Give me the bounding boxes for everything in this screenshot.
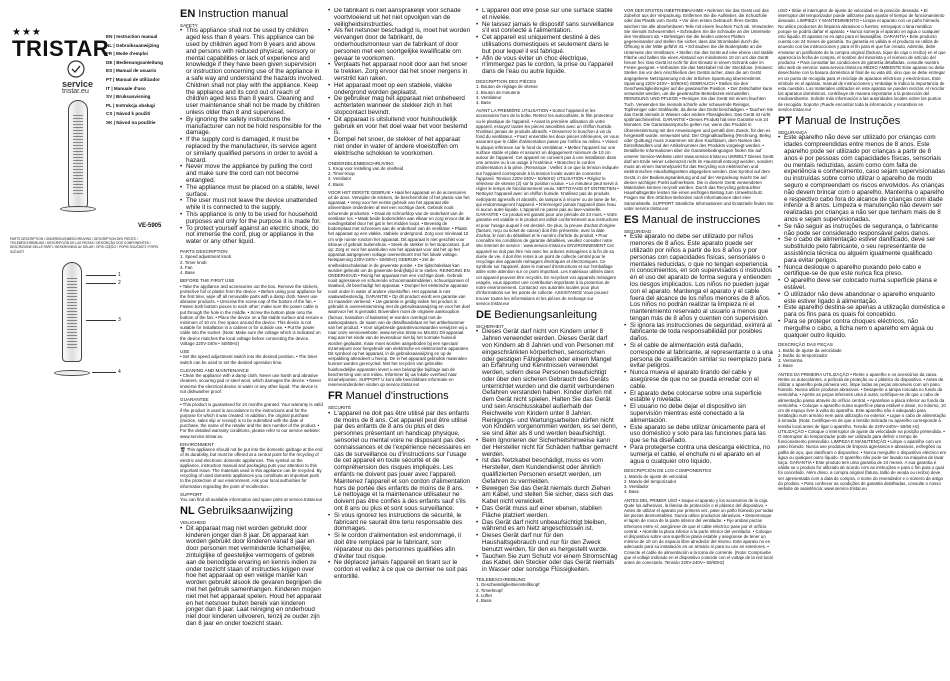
part-item: 3. Ventilateur: [476, 94, 502, 100]
part-item: 2. Mando del temporizador: [624, 479, 677, 485]
service-label: [62, 80, 93, 96]
safety-item: • Si ignora las instrucciones de seguridad, eximirá al fabricante de toda responsabilidad por posibles daños.: [630, 323, 774, 343]
paragraph: ANTES DEL PRIMER USO • Saque el aparato y los accesorios de la caja. Quite los adhesivos, la lámina de protección o el plástico del dispositivo. • Antes de utilizar el aparato por primera vez, pase un paño húmedo por todas las piezas desmontables. Nunca utilice productos abrasivos. • Desenrosque el tapón de rosca de la parte inferior del ventilador. • Fije ambas piezas inferiores entre sí; asegúrese de que el cable eléctrico pase por el orificio central. • Atornille la placa inferior a la parte inferior del ventilador. • Coloque el dispositivo sobre una superficie plana estable y asegúrese de tener un mínimo de 10 cm de espacio libre alrededor del mismo. Este aparato no es adecuado para su instalación en un armario ni para su uso en exteriores. • Conecte el cable de alimentación a la toma de corriente. (Nota: Compruebe que el voltaje indicado en el dispositivo coincide con el voltaje de la red local antes de conectarlo. Tensión 220V-240V~ 50/60Hz): [624, 497, 774, 566]
column-en: [180, 8, 323, 678]
safety-item: • Never move the appliance by pulling the cord and make sure the cord can not become entangled.: [186, 164, 323, 184]
parts-description-strip: PARTS DESCRIPTION / ONDERDELENBESCHRIJVING / DESCRIPTION DES PIÈCES / TEILEBESCHREIBUNG / DESCRIPCIÓN DE LAS PIEZAS / DESCRIÇÃO DOS COMPONENTES / DESCRIZIONE DELLE PARTI / BESKRIVNING AV DELAR / OPIS CZĘŚCI / POPIS SOUČÁSTÍ / POPIS SÚČASTÍ: [10, 237, 159, 254]
safety-item: • Se o cabo de alimentação estiver danificado, deve ser substituído pelo fabricante, o seu representante de assistência técnica ou alguém igualmente qualificado para evitar perigos.: [784, 237, 946, 264]
safety-item: • Este aparelho não deve ser utilizado por crianças com idades compreendidas entre menos de 8 anos. Este aparelho pode ser utilizado por crianças a partir de 8 anos e por pessoas com capacidades físicas, sensoriais ou mentais reduzidas, assim como com falta de experiência e conhecimento, caso sejam supervisionadas ou instruídas sobre como utilizar o aparelho de modo seguro e compreendam os riscos envolvidos. As crianças não devem brincar com o aparelho. Mantenha o aparelho e respectivo cabo fora do alcance de crianças com idade inferior a 8 anos. Limpeza e manutenção não devem ser realizadas por crianças a não ser que tenham mais de 8 anos e sejam supervisionadas.: [784, 135, 946, 223]
subheading: BEFORE THE FIRST USE: [180, 278, 235, 284]
subheading: VEILIGHEID: [180, 520, 206, 526]
safety-item: • If the supply cord is damaged, it must be replaced by the manufacturer, its service agent or similarly qualified persons in order to avoid a hazard.: [186, 137, 323, 164]
safety-item: • Dit apparaat is uitsluitend voor huishoudelijk gebruik en voor het doel waar het voor bestemd is.: [334, 117, 471, 137]
service-line1: service: [62, 79, 94, 89]
safety-item: • The appliance must be placed on a stable, level surface.: [186, 185, 323, 199]
safety-item: • L'appareil ne doit pas être utilisé par des enfants de moins de 8 ans. Cet appareil peut être utilisé par des enfants de 8 ans ou plus et des personnes présentant un handicap physique, sensoriel ou mental voire ne disposant pas des connaissances et de l'expérience nécessaires en cas de surveillance ou d'instructions sur l'usage de cet appareil en toute sécurité et de compréhension des risques impliqués. Les enfants ne doivent pas jouer avec l'appareil. Maintenez l'appareil et son cordon d'alimentation hors de portée des enfants de moins de 8 ans. Le nettoyage et la maintenance utilisateur ne doivent pas être confiés à des enfants sauf s'ils ont 8 ans ou plus et sont sous surveillance.: [334, 411, 471, 513]
safety-item: • Si vous ignorez les instructions de sécurité, le fabricant ne saurait être tenu responsable des dommages.: [334, 513, 471, 533]
language-index-item[interactable]: PL | Instrukcja obsługi: [106, 102, 155, 108]
part-item: 1. Botão de ajuste da velocidade: [778, 347, 842, 353]
paragraph-text: This appliance should not be put into the domestic garbage at the end of its durability, but must be offered at a central point for the recycling of electric and electronic domestic appliances. This symbol on the appliance, instruction manual and packaging puts your attention to this important issue. The materials used in this appliance can be recycled. By recycling of used domestic appliances you contribute an important push to the protection of our environment. Ask your local authorities for information regarding the point of recollection.: [180, 447, 323, 489]
safety-item: • This appliance shall not be used by children aged less than 8 years. This appliance can be used by children aged from 8 years and above and persons with reduced physical, sensory or mental capabilities or lack of experience and knowledge if they have been given supervision or instruction concerning use of the appliance in a safe way and understand the hazards involved. Children shall not play with the appliance. Keep the appliance and its cord out of reach of children aged less than 8 years. Cleaning and user maintenance shall not be made by children unless older than 8 and supervised.: [186, 28, 323, 116]
paragraph: ANTES DA PRIMEIRA UTILIZAÇÃO • Retire o aparelho e os acessórios da caixa. Retire os autocolantes, a película de proteção ou o plástico do dispositivo. • Antes de utilizar o aparelho pela primeira vez, limpe todas as peças amovíveis com um pano húmido. Nunca utilize produtos abrasivos. • Desaperte a tampa roscada no fundo da ventoinha. • Aperte as peças inferiores uma à outra; certifique-se de que o cabo de alimentação passa através do orifício central. • Aparafuse a placa inferior ao fundo da ventoinha. • Coloque o aparelho numa superfície plana estável e deixe, no mínimo, 10 cm de espaço livre à volta do aparelho. Este aparelho não é adequado para instalação num armário nem para utilização no exterior. • Ligue o cabo de alimentação à tomada. (Nota: Certifique-se de que a tensão indicada no aparelho corresponde à tensão local antes de ligar o aparelho. Tensão de 220V-240V~ 50/60 Hz) UTILIZAÇÃO • Coloque o interruptor de ajuste da velocidade na posição pretendida. • O interruptor do temporizador pode ser utilizado para definir o tempo de funcionamento pretendido. LIMPEZA E MANUTENÇÃO • Limpe o aparelho com um pano húmido. Nunca use produtos de limpeza agressivos e abrasivos, esfregões ou palha de aço, que danificam o dispositivo. • Nunca mergulhe o dispositivo eléctrico em água ou qualquer outro líquido. O aparelho não pode ser lavado na máquina de lavar loiça. GARANTIA • Este produto tem uma garantia de 24 meses. A sua garantia é válida se o produto for utilizado de acordo com as instruções e para o fim para o qual foi concebido. Além disso, a compra original (fatura, talão de venda ou recibo) deve ser apresentada com a data de compra, o nome do revendedor e o número de artigo do produto. • Para conhecer as condições de garantia detalhadas, consulte o nosso website de assistência: www.service.tristar.eu: [778, 371, 946, 492]
subheading: DESCRIPTION DES PIÈCES: [476, 78, 537, 84]
safety-item: • Dieses Gerät darf nur für den Haushaltsgebrauch und nur für den Zweck benutzt werden, für den es hergestellt wurde.: [482, 533, 619, 553]
subheading: GUARANTEE: [180, 397, 209, 402]
subheading: SEGURANÇA: [778, 130, 808, 136]
subheading: CLEANING AND MAINTENANCE: [180, 367, 249, 373]
safety-item: • Si el cable de alimentación está dañado, corresponde al fabricante, al representante o a una persona de cualificación similar su reemplazo para evitar peligros.: [630, 343, 774, 370]
subheading: ONDERDELENBESCHRIJVING: [328, 160, 394, 166]
part-item: 4. Base: [476, 99, 491, 105]
safety-item: • Das Gerät darf nicht unbeaufsichtigt bleiben, während es am Netz angeschlossen ist.: [482, 520, 619, 534]
cover-margin: [0, 0, 178, 681]
safety-item: • Dompel het snoer, de stekker of het apparaat niet onder in water of andere vloeistoffen om elektrische schokken te voorkomen.: [334, 137, 471, 157]
safety-item: • Ne laissez jamais le dispositif sans surveillance s'il est connecté à l'alimentation.: [482, 22, 619, 36]
safety-item: • Este aparelho destina-se apenas a utilização doméstica e para os fins para os quais foi concebido.: [784, 305, 946, 319]
part-item: 1. Mando de ajuste de velocidad: [624, 473, 688, 479]
logo-wordmark: TRISTAR: [12, 36, 110, 61]
safety-item: • Bewegen Sie das Gerät niemals durch Ziehen am Kabel, und stellen Sie sicher, dass sich das Kabel nicht verwickelt.: [482, 486, 619, 506]
safety-item: • This appliance is only to be used for household purposes and only for the purpose it is made for.: [186, 212, 323, 226]
subheading: PARTS DESCRIPTION: [180, 248, 228, 254]
subheading: ENVIRONMENT: [180, 441, 214, 447]
part-item: 2. Bouton de minuterie: [476, 89, 521, 95]
subheading: DESCRIÇÃO DAS PEÇAS: [778, 342, 833, 348]
part-item: 3. Ventilador: [624, 484, 649, 490]
lang-code: DE: [476, 308, 492, 321]
paragraph: • Set the speed adjustment switch into the desired position. • The timer switch can be used to set the desired operation time.: [180, 354, 318, 365]
section-title: Manual de Instruções: [795, 115, 901, 128]
safety-item: • Beim Ignorieren der Sicherheitshinweise kann der Hersteller nicht für Schäden haftbar gemacht werden.: [482, 438, 619, 458]
part-item: 4. Basis: [328, 181, 344, 187]
tower-fan-drawing-parts: [62, 262, 82, 382]
part-item: 3. Ventilator: [328, 176, 352, 182]
part-item: 2. Timerknopf: [476, 587, 503, 593]
column-fr-de: [476, 8, 619, 678]
paragraph: • Take the appliance and accessories out the box. Remove the stickers, protective foil or plastic from the device. • Before using your appliance for the first time, wipe off all removable parts with a damp cloth. Never use abrasive products. • Unscrew the screw cap of the bottom of the fan. • Fasten both bottom pieces to each other; make sure the power cable is put through the hole in the middle. • Screw the bottom plate onto the bottom of the fan. • Place the device on a flat stable surface and ensure a minimum of 10 cm. free space around the device. This device is not suitable for installation in a cabinet or for outside use. • Put the power cable into the socket. (Note: Make sure the voltage which is indicated on the device matches the local voltage before connecting the device. Voltage 220V-240V~ 50/60Hz): [180, 283, 323, 346]
paragraph: You can find all available information and spare parts at service.tristar.eu!: [180, 497, 323, 503]
service-icon: [66, 59, 86, 79]
language-index-item[interactable]: EN | Instruction manual: [106, 34, 158, 39]
safety-item: • Dieses Gerät darf nicht von Kindern unter 8 Jahren verwendet werden. Dieses Gerät darf von Kindern ab 8 Jahren und von Personen mit eingeschränkten körperlichen, sensorischen oder geistigen Fähigkeiten oder einem Mangel an Erfahrung und Kenntnissen verwendet werden, sofern diese Personen beaufsichtigt oder über den sicheren Gebrauch des Geräts unterrichtet wurden und die damit verbundenen Gefahren verstanden haben. Kinder dürfen mit dem Gerät nicht spielen. Halten Sie das Gerät und sein Anschlusskabel außerhalb der Reichweite von Kindern unter 8 Jahren. Reinigungs- und Wartungsarbeiten dürfen nicht von Kindern vorgenommen werden, es sei denn, sie sind älter als 8 und werden beaufsichtigt.: [482, 329, 619, 438]
safety-item: • Afin de vous éviter un choc électrique, n'immergez pas le cordon, la prise ou l'appareil dans de l'eau ou autre liquide.: [482, 56, 619, 76]
part-item: 3. Lüfter: [476, 592, 493, 598]
part-item: 1. Bouton de réglage de vitesse: [476, 84, 538, 90]
section-title: Instruction manual: [198, 8, 289, 20]
safety-item: • Si le cordon d'alimentation est endommagé, il doit être remplacé par le fabricant, son réparateur ou des personnes qualifiées afin d'éviter tout risque.: [334, 533, 471, 560]
lang-code: NL: [180, 505, 195, 518]
paragraph: USO • Sitúe el interruptor de ajuste de velocidad en la posición deseada. • El interruptor del temporizador puede utilizarse para ajustar el tiempo de funcionamiento deseado. LIMPIEZA Y MANTENIMIENTO • Limpie el aparato con un paño húmedo. No utilice productos de limpieza abrasivos o fuertes, estropajos o lana metálica porque se podría dañar el aparato. • Nunca sumerja el aparato en agua o cualquier otro líquido. El aparato no es apto para el lavavajillas. GARANTÍA • Este producto cuenta con 24 meses de garantía. Su garantía es válida si el producto se utiliza de acuerdo con las instrucciones y para el fin para el que fue creado. Además, debe enviarse un justificante de la compra original (factura, tique de caja o recibo) en el que aparezca la fecha de compra, el nombre del minorista y el número de artículo del producto. • Para consultar las condiciones de garantía detalladas, consulte nuestro sitio web de servicio: www.service.tristar.eu MEDIO AMBIENTE Este aparato no debe desecharse con la basura doméstica al final de su vida útil, sino que se debe entregar en un punto de recogida para el reciclaje de aparatos eléctricos y electrónicos. Este símbolo en el aparato, manual de instrucciones y embalaje le indica la importancia de esta cuestión. Los materiales utilizados en este aparato se pueden reciclar. Al reciclar los aparatos domésticos, contribuye de manera importante a la protección del medioambiente. Solicite más información a las autoridades locales sobre los puntos de recogida. Soporte ¡Puede encontrar toda la información y recambios en service.tristar.eu!: [778, 8, 946, 112]
paragraph: • This product is guaranteed for 24 months granted. Your warranty is valid if the product is used in accordance to the instructions and for the purpose for which it was created. In addition, the original purchase (invoice, sales slip or receipt) is to be submitted with the date of purchase, the name of the retailer and the item number of the product. • For the detailed warranty conditions, please refer to our service website: www.service.tristar.eu: [180, 402, 323, 439]
safety-item: • Cet appareil est uniquement destiné à des utilisations domestiques et seulement dans le but pour lequel il est fabriqué.: [482, 35, 619, 55]
lang-code: PT: [778, 115, 793, 128]
safety-item: • Nunca mueva el aparato tirando del cable y asegúrese de que no se pueda enredar con el cable.: [630, 370, 774, 390]
safety-item: • To protect yourself against an electric shock, do not immerse the cord, plug or appliance in the water or any other liquid.: [186, 226, 323, 246]
safety-item: • The user must not leave the device unattended while it is connected to the supply.: [186, 198, 323, 212]
safety-item: • By ignoring the safety instructions the manufacturer can not be hold responsible for the damage.: [186, 117, 323, 137]
part-item: 3. Fan: [180, 264, 193, 270]
language-index-item[interactable]: IT | Manuale d'uso: [106, 85, 146, 91]
tower-fan-drawing-top: [68, 100, 88, 220]
safety-item: • Ne déplacez jamais l'appareil en tirant sur le cordon et veillez à ce que ce dernier ne soit pas entortillé.: [334, 560, 471, 580]
language-index: [106, 33, 163, 128]
paragraph: [180, 447, 323, 489]
section-heading-fr: [328, 390, 471, 402]
model-number: VE-5905: [138, 223, 162, 229]
subheading: TEILEBESCHREIBUNG: [476, 577, 526, 582]
section-heading-de: [476, 309, 619, 321]
paragraph: VOOR HET EERSTE GEBRUIK • Haal het apparaat en de accessoires uit de doos. Verwijder de stickers, de beschermfolie of het plastic van het apparaat. • Veeg voor het eerste gebruik van het apparaat alle afneembare onderdelen af met een vochtige doek. Gebruik nooit schurende producten. • Draai de schroefdop van de onderkant van de ventilator los. • Maak beide bodemdelen aan elkaar en zorg ervoor dat de voedingskabel door het gat in het midden loopt. • Bevestig de bodemplaat met schroeven aan de onderkant van de ventilator. • Plaats het apparaat op een vlakke, stabiele ondergrond. Zorg voor minimaal 10 cm vrije ruimte rondom het apparaat. Dit apparaat is niet geschikt voor inbouw of gebruik buitenshuis. • Steek de stekker in het stopcontact. (Let op: Zorg er voor het aansluiten van het apparaat voor dat het op het apparaat aangegeven voltage overeenkomt met het lokale voltage. Netspanning 220V-240V~ 50/60Hz) GEBRUIK • Zet de snelheidsschakelaar in de gewenste positie. • De tijdschakelaar kan worden gebruikt om de gewenste bedrijfstijd in te stellen. REINIGING EN ONDERHOUD • Reinig het apparaat met een vochtige doek. Gebruik nooit agressieve en schurende schoonmaakmiddelen, schuursponsen of staalwol, dit beschadigt het apparaat. • Dompel het elektrische apparaat nooit onder in water of andere vloeistoffen. Het apparaat is niet vaatwasbestendig. GARANTIE • Op dit product wordt een garantie van 24 maanden verleend. • Uw garantie is geldig indien het product is gebruikt in overeenstemming met de gebruiksaanwijzing en voor het doel waarvoor het is gemaakt. Bovendien moet de originele aankoopbon (factuur, kassabon of kwitantie) te worden overlegd met de aankoopdatum, de naam van de detailhandelaar en het artikelnummer van het product. • Voor uitgebreide garantievoorwaarden verwijzen wij u naar onze servicewebsite: www.service.tristar.eu MILIEU Dit apparaat mag aan het einde van de levensduur niet bij het normale huisvuil worden geplaatst, maar moet worden aangeboden bij een speciaal inzamelpunt voor hergebruik van elektrische en elektronische apparaten. Dit symbool op het apparaat, in de gebruiksaanwijzing en op de verpakking attendeert u hierop. De in het apparaat gebruikte materialen kunnen worden gerecycled. Met het recyclen van gebruikte huishoudelijke apparaten levert u een belangrijke bijdrage aan de bescherming van ons milieu. Informeer bij uw lokale overheid naar inzamelpunten. SUPPORT U kunt alle beschikbare informatie en reserveonderdelen vinden op service.tristar.eu!: [328, 189, 471, 388]
safety-list: [778, 135, 946, 339]
safety-item: • Het apparaat moet op een stabiele, vlakke ondergrond worden geplaatst.: [334, 83, 471, 97]
section-title: Gebruiksaanwijzing: [197, 505, 294, 518]
safety-item: • O utilizador não deve abandonar o aparelho enquanto este estiver ligado à alimentação.: [784, 292, 946, 306]
part-item: 4. Base: [624, 489, 639, 495]
paragraph: • Clean the appliance with a damp cloth. Never use harsh and abrasive cleaners, scouring pad or steel wool, which damages the device. • Never immerse the electrical device in water or any other liquid. The device is not dishwasher proof.: [180, 373, 322, 394]
callout-3: 3: [118, 317, 121, 323]
column-es-pt: [778, 8, 946, 678]
safety-item: • El aparato debe colocarse sobre una superficie estable y nivelada.: [630, 391, 774, 405]
subheading: USE: [180, 348, 190, 354]
safety-item: • El usuario no debe dejar el dispositivo sin supervisión mientras esté conectado a la alimentación.: [630, 404, 774, 424]
service-line2: tristar.eu: [62, 88, 89, 95]
callout-2: 2: [118, 280, 121, 286]
language-index-item[interactable]: SV | Bruksanvisning: [106, 94, 151, 100]
safety-list: [180, 526, 323, 628]
lang-code: ES: [624, 213, 639, 226]
language-index-item[interactable]: DE | Bedienungsanleitung: [106, 59, 163, 65]
language-index-item[interactable]: PT | Manual de utilizador: [106, 76, 160, 82]
callout-1: 1: [118, 272, 121, 278]
logo-stars: ★★★: [12, 27, 42, 38]
safety-item: • Para protegerse contra una descarga eléctrica, no sumerja el cable, el enchufe ni el aparato en el agua o cualquier otro líquido.: [630, 445, 774, 465]
section-title: Manuel d'instructions: [345, 390, 449, 403]
safety-list: [624, 234, 774, 465]
safety-item: • Nunca desloque o aparelho puxando pelo cabo e certifique-se de que este nunca fica preso.: [784, 265, 946, 279]
safety-list: [328, 411, 471, 581]
safety-list: [180, 28, 323, 246]
safety-item: • Este aparato no debe ser utilizado por niños menores de 8 años. Este aparato puede ser utilizado por niños a partir de los 8 años y por personas con capacidades físicas, sensoriales o mentales reducidas, o que no tengan experiencia ni conocimientos, en son supervisados o instruidos en el uso del aparato de forma segura y entienden los riesgos implicados. Los niños no pueden jugar con el aparato. Mantenga el aparato y el cable fuera del alcance de los niños menores de 8 años. Los niños no podrán realizar la limpieza ni el mantenimiento reservado al usuario a menos que tengan más de 8 años y cuenten con supervisión.: [630, 234, 774, 322]
paragraph: AVANT LA PREMIÈRE UTILISATION • Sortez l'appareil et les accessoires hors de la boîte. Retirez les autocollants, le film protecteur ou le plastique de l'appareil. • Avant la première utilisation de votre appareil, essuyez toutes les pièces amovibles avec un chiffon humide. N'utilisez jamais de produits abrasifs. • Desserrez le bouchon à vis du fond du ventilateur. • Fixez ensemble les deux pièces inférieures, en vous assurant que le câble d'alimentation passe par l'orifice au milieu. • Vissez la plaque inférieure sur le fond du ventilateur. • Mettez l'appareil sur une surface stable et plate et assurez un dégagement minimum de 10 cm autour de l'appareil. Cet appareil ne convient pas à une installation dans une armoire ou à un usage à l'extérieur. • Branchez le cordon d'alimentation à la prise. (Remarque : Veillez à ce que la tension indiquée sur l'appareil corresponde à la tension locale avant de connecter l'appareil. Tension 220V-240V~ 50/60Hz) UTILISATION • Réglez le sélecteur de vitesse (2) sur la position voulue. • Le minuteur peut servir à régler le temps de fonctionnement voulu. NETTOYAGE ET ENTRETIEN • Nettoyez l'appareil avec un chiffon humide. N'utilisez pas de produits nettoyants agressifs et abrasifs, de tampons à récurer ou de laine de fer, qui endommageront l'appareil. • N'immergez jamais l'appareil dans l'eau ni aucun autre liquide. L'appareil ne passe pas au lave-vaisselle. GARANTIE • Ce produit est garanti pour une période de 24 mois. • Votre garantie est valable si le produit est utilisé conformément aux instructions et pour l'usage auquel il est destiné. De plus, la preuve d'achat d'origine (facture, reçu ou ticket de caisse) doit être présentée, avec la date d'achat, le nom du détaillant et le numéro d'article du produit. • Pour connaître les conditions de garantie détaillées, veuillez consulter notre site internet de service : www.service.tristar.eu ENVIRONNEMENT Cet appareil ne doit pas être mis avec les ordures ménagères à la fin de sa durée de vie, il doit être remis à un point de collecte central pour le recyclage des appareils ménagers électriques et électroniques. Ce symbole sur l'appareil, dans le manuel d'instructions et sur l'emballage attire votre attention sur ce point important. Les matériaux utilisés dans cet appareil peuvent être recyclés. En recyclant vos appareils ménagers usagés, vous apportez une contribution importante à la protection de notre environnement. Contactez vos autorités locales pour plus d'informations sur les points de collecte. ASSISTANCE Vous pouvez trouver toutes les informations et les pièces de rechange sur service.tristar.eu!: [476, 108, 619, 306]
safety-item: • O aparelho deve ser colocado numa superfície plana e estável.: [784, 278, 946, 292]
column-nl-fr: [328, 8, 471, 678]
section-heading-es: [624, 214, 774, 226]
subheading: DESCRIPCIÓN DE LOS COMPONENTES: [624, 468, 712, 474]
language-index-item[interactable]: CS | Návod k použití: [106, 111, 151, 117]
language-index-item[interactable]: FR | Mode d'emploi: [106, 51, 148, 57]
section-heading-nl: [180, 505, 323, 517]
part-item: 4. Base: [180, 269, 195, 275]
subheading: SÉCURITÉ: [328, 405, 352, 411]
subheading: SEGURIDAD: [624, 228, 652, 234]
safety-item: • De fabrikant is niet aansprakelijk voor schade voortvloeiend uit het niet opvolgen van de veiligheidsinstructies.: [334, 8, 471, 28]
section-title: Bedienungsanleitung: [494, 308, 598, 321]
section-heading-en: [180, 8, 323, 20]
safety-item: • Verplaats het apparaat nooit door aan het snoer te trekken. Zorg ervoor dat het snoer nergens in verstrikt kan raken.: [334, 62, 471, 82]
safety-item: • L'appareil doit être posé sur une surface stable et nivelée.: [482, 8, 619, 22]
language-index-item[interactable]: SK | Návod na použitie: [106, 119, 156, 125]
part-item: 1. Geschwindigkeitseinstellknopf: [476, 582, 540, 588]
safety-item: • Para se proteger contra choques eléctricos, não mergulhe o cabo, a ficha nem o aparelho em água ou qualquer outro líquido.: [784, 319, 946, 339]
language-index-item[interactable]: NL | Gebruiksaanwijzing: [106, 42, 160, 48]
subheading: SAFETY: [180, 23, 198, 28]
safety-item: • Tauchen Sie zum Schutz vor einem Stromschlag das Kabel, den Stecker oder das Gerät niemals in Wasser oder sonstige Flüssigkeiten.: [482, 554, 619, 574]
column-de-es: [624, 8, 774, 678]
lang-code: EN: [180, 8, 196, 20]
part-item: 2. Botão do temporizador: [778, 352, 828, 358]
part-item: 2. Timer knob: [180, 259, 207, 265]
safety-item: • Das Gerät muss auf einer ebenen, stabilen Fläche platziert werden.: [482, 506, 619, 520]
part-item: 2. Timer-knop: [328, 171, 355, 177]
paragraph: VOR DER ERSTEN INBETRIEBNAHME • Nehmen Sie das Gerät und das Zubehör aus der Verpackung. Entfernen Sie die Aufkleber, die Schutzfolie oder das Plastik vom Gerät. • Vor dem ersten Gebrauch Ihres Geräts wischen Sie alle abnehmbaren Teile mit einem feuchten Tuch ab. Verwenden Sie niemals Scheuermittel. • Schrauben Sie die Schraube an der Unterseite des Ventilators ab. • Befestigen Sie die beiden unteren Platten gegeneinander und stellen Sie sicher, dass das Stromkabel durch die Öffnung in der Mitte geführt ist. • Schrauben Sie die Bodenplatte an die Unterseite des Ventilators. • Stellen Sie das Gerät auf eine ebene und stabile Fläche und halten Sie einen Abstand von mindestens 10 cm um das Gerät herum frei. Das Gerät ist nicht für den Einsatz in einem Schrank oder im Freien geeignet. • Verbinden Sie das Netzkabel mit der Steckdose. (Hinweis: Stellen Sie vor dem Anschließen des Geräts sicher, dass die am Gerät angegebene Netzspannung mit der örtlichen Spannung übereinstimmt. Spannung 220V-240V~ 50/60Hz) GEBRAUCH • Stellen Sie den Geschwindigkeitsregler auf die gewünschte Position. • Der Zeitschalter kann verwendet werden, um die gewünschte Betriebszeit einzustellen. REINIGUNG UND PFLEGE • Reinigen Sie das Gerät mit einem feuchten Tuch. Verwenden Sie niemals scharfe oder scheuernde Reiniger, Topfreiniger oder Stahlwolle, da diese das Gerät beschädigen. • Tauchen Sie das Gerät niemals in Wasser oder andere Flüssigkeiten. Das Gerät ist nicht spülmaschinenfest. GARANTIE • Dieses Produkt hat eine Garantie von 24 Monaten. Die Garantieansprüche gelten nur, wenn das Produkt in Übereinstimmung mit den Anweisungen und gemäß dem Zweck, für den es hergestellt wurde, verwendet wird. Der Originalkaufbeleg (Rechnung, Beleg oder Quittung) muss zusammen mit dem Kaufdatum, dem Namen des Einzelhändlers und der Artikelnummer des Produkts vorgelegt werden. • Detaillierte Informationen über die Garantiebedingungen finden Sie auf unserer Service-Website unter www.service.tristar.eu UMWELT Dieses Gerät darf am Ende seiner Lebenszeit nicht im Hausmüll entsorgt werden, sondern muss an einem Sammelpunkt für das Recycling von elektrischen und elektronischen Haushaltsgeräten abgegeben werden. Das Symbol auf dem Gerät, in der Bedienungsanleitung und auf der Verpackung macht Sie auf diesen wichtigen Punkt aufmerksam. Die in diesem Gerät verwendeten Materialien können recycelt werden. Durch das Recycling gebrauchter Haushaltsgeräte leisten Sie einen wichtigen Beitrag zum Umweltschutz. Fragen Sie Ihre örtlichen Behörden nach Informationen über eine Sammelstelle. SUPPORT Sämtliche Informationen und Ersatzteile finden Sie unter service.tristar.eu!: [624, 8, 774, 211]
safety-item: • Dit apparaat mag niet worden gebruikt door kinderen jonger dan 8 jaar. Dit apparaat kan worden gebruikt door kinderen vanaf 8 jaar en door personen met verminderde lichamelijke, zintuiglijke of geestelijke vermogens of gebrek aan de benodigde ervaring en kennis indien ze onder toezicht staan of instructies krijgen over hoe het apparaat op een veilige manier kan worden gebruikt alsook de gevaren begrijpen die met het gebruik samenhangen. Kinderen mogen niet met het apparaat spelen. Houd het apparaat en het netsnoer buiten bereik van kinderen jonger dan 8 jaar. Laat reiniging en onderhoud niet door kinderen uitvoeren, tenzij ze ouder zijn dan 8 jaar en onder toezicht staan.: [186, 526, 323, 628]
part-item: 1. Knop voor instelling van de snelheid: [328, 165, 404, 171]
safety-item: • Este aparato se debe utilizar únicamente para el uso doméstico y solo para las funciones para las que se ha diseñado.: [630, 425, 774, 445]
part-item: 1. Speed adjustment knob: [180, 254, 232, 260]
safety-item: • Se não seguir as instruções de segurança, o fabricante não pode ser considerado responsável pelos danos.: [784, 224, 946, 238]
safety-item: • Ist das Netzkabel beschädigt, muss es vom Hersteller, dem Kundendienst oder ähnlich qualifizierten Personen ersetzt werden, um Gefahren zu vermeiden.: [482, 458, 619, 485]
part-item: 3. Ventoinha: [778, 358, 803, 364]
section-title: Manual de instrucciones: [641, 213, 761, 226]
subheading: SICHERHEIT: [476, 323, 504, 329]
language-index-item[interactable]: ES | Manual de usuario: [106, 68, 157, 74]
lang-code: FR: [328, 390, 343, 403]
safety-item: • De gebruiker mag het apparaat niet onbeheerd achterlaten wanneer de stekker zich in het stopcontact bevindt.: [334, 96, 471, 116]
callout-4: 4: [118, 369, 121, 375]
safety-item: • Als het netsnoer beschadigd is, moet het worden vervangen door de fabrikant, de onderhoudsmonteur van de fabrikant of door personen met een soortgelijke kwalificatie om gevaar te voorkomen.: [334, 28, 471, 62]
part-item: 4. Base: [778, 363, 793, 369]
subheading: SUPPORT: [180, 491, 203, 497]
section-heading-pt: [778, 115, 946, 127]
safety-list: [476, 8, 619, 76]
safety-list: [328, 8, 471, 158]
recycle-bin-icon: 🗑: [180, 447, 187, 453]
safety-list: [476, 329, 619, 574]
part-item: 4. Basis: [476, 598, 492, 604]
